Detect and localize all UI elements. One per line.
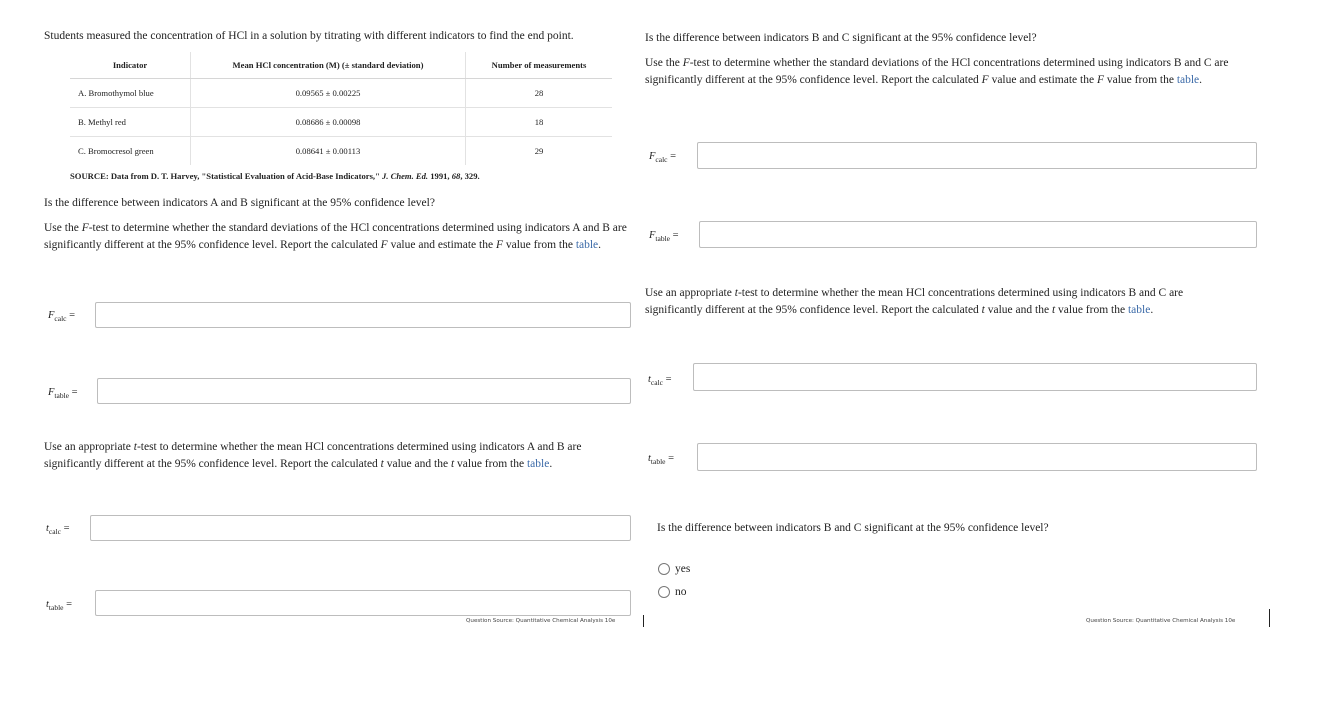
f-table-input-bc[interactable] (699, 221, 1257, 248)
table-cell: C. Bromocresol green (78, 146, 154, 156)
f-calc-label-ab: $F_{calc}$ = (48, 310, 76, 324)
table-source (70, 171, 480, 181)
source-pages: , 329. (460, 171, 480, 181)
divider-left (643, 615, 644, 627)
f-table-input-ab[interactable] (97, 378, 631, 404)
table-cell: 0.08686 ± 0.00098 (191, 108, 466, 137)
option-no[interactable] (658, 586, 687, 598)
source-volume: 68 (451, 171, 461, 181)
question-source-left: Question Source: Quantitative Chemical Analysis 10e (466, 618, 616, 624)
final-question-bc: Is the difference between indicators B and C significant at the 95% confidence level? (657, 522, 1049, 534)
t-calc-label-ab: $t_{calc}$ = (46, 523, 70, 537)
intro-text: Students measured the concentration of HCl in a solution by titrating with different indicators to find the end point. (44, 30, 574, 42)
source-journal: J. Chem. Ed. (382, 171, 429, 181)
table-row (70, 79, 612, 108)
column-header-mean: Mean HCl concentration (M) (± standard deviation) (191, 52, 466, 79)
table-link[interactable]: table (575, 239, 599, 251)
table-row (70, 108, 612, 137)
question-bc: Is the difference between indicators B and C significant at the 95% confidence level? (645, 32, 1037, 44)
source-prefix: SOURCE: Data from D. T. Harvey, "Statistical Evaluation of Acid-Base Indicators," (70, 171, 382, 181)
column-header-count: Number of measurements (466, 52, 613, 79)
divider-right (1269, 609, 1270, 627)
t-table-label-ab: $t_{table}$ = (46, 599, 73, 613)
t-table-input-bc[interactable] (697, 443, 1257, 471)
radio-no[interactable] (658, 586, 670, 598)
table-cell: A. Bromothymol blue (70, 79, 191, 108)
ttest-instruction-ab: Use an appropriate t-test to determine whether the mean HCl concentrations determined using indicators A and B are significantly different at the 95% confidence level. Report the calculated t value and the t value from the table. (44, 441, 582, 470)
t-calc-input-bc[interactable] (693, 363, 1257, 391)
column-header-indicator: Indicator (70, 52, 191, 79)
option-no-label: no (675, 586, 687, 598)
f-calc-input-bc[interactable] (697, 142, 1257, 169)
t-table-label-bc: $t_{table}$ = (648, 453, 675, 467)
f-calc-input-ab[interactable] (95, 302, 631, 328)
table-cell: 18 (466, 108, 613, 137)
table-cell: 29 (466, 137, 613, 166)
table-cell: B. Methyl red (70, 108, 191, 137)
table-row (70, 137, 612, 166)
t-calc-label-bc: $t_{calc}$ = (648, 374, 672, 388)
f-calc-label-bc: $F_{calc}$ = (649, 151, 677, 165)
table-header-row (70, 52, 612, 79)
option-yes-label: yes (675, 563, 691, 575)
indicator-table (70, 52, 612, 165)
ftest-instruction-ab: Use the F-test to determine whether the standard deviations of the HCl concentrations determined using indicators A and B are significantly different at the 95% confidence level. Report the calculated F value and estimate the F value from the table. (44, 222, 627, 251)
option-yes[interactable] (658, 563, 690, 575)
ttest-instruction-bc: Use an appropriate t-test to determine whether the mean HCl concentrations determined using indicators B and C are significantly different at the 95% confidence level. Report the calculated t value and the t value from the table. (645, 287, 1184, 316)
t-calc-input-ab[interactable] (90, 515, 631, 541)
f-table-label-bc: $F_{table}$ = (649, 230, 679, 244)
table-link[interactable]: table (1127, 304, 1151, 316)
ftest-instruction-bc: Use the F-test to determine whether the standard deviations of the HCl concentrations determined using indicators B and C are significantly different at the 95% confidence level. Report the calculated F value and estimate the F value from the table. (645, 57, 1229, 86)
table-cell: 0.08641 ± 0.00113 (191, 137, 466, 166)
radio-yes[interactable] (658, 563, 670, 575)
question-ab: Is the difference between indicators A and B significant at the 95% confidence level? (44, 197, 435, 209)
table-cell: 0.09565 ± 0.00225 (191, 79, 466, 108)
table-link[interactable]: table (1176, 74, 1200, 86)
f-table-label-ab: $F_{table}$ = (48, 387, 78, 401)
table-link[interactable]: table (526, 458, 550, 470)
table-cell: 28 (466, 79, 613, 108)
source-year: 1991, (428, 171, 452, 181)
question-source-right: Question Source: Quantitative Chemical Analysis 10e (1086, 618, 1236, 624)
t-table-input-ab[interactable] (95, 590, 631, 616)
